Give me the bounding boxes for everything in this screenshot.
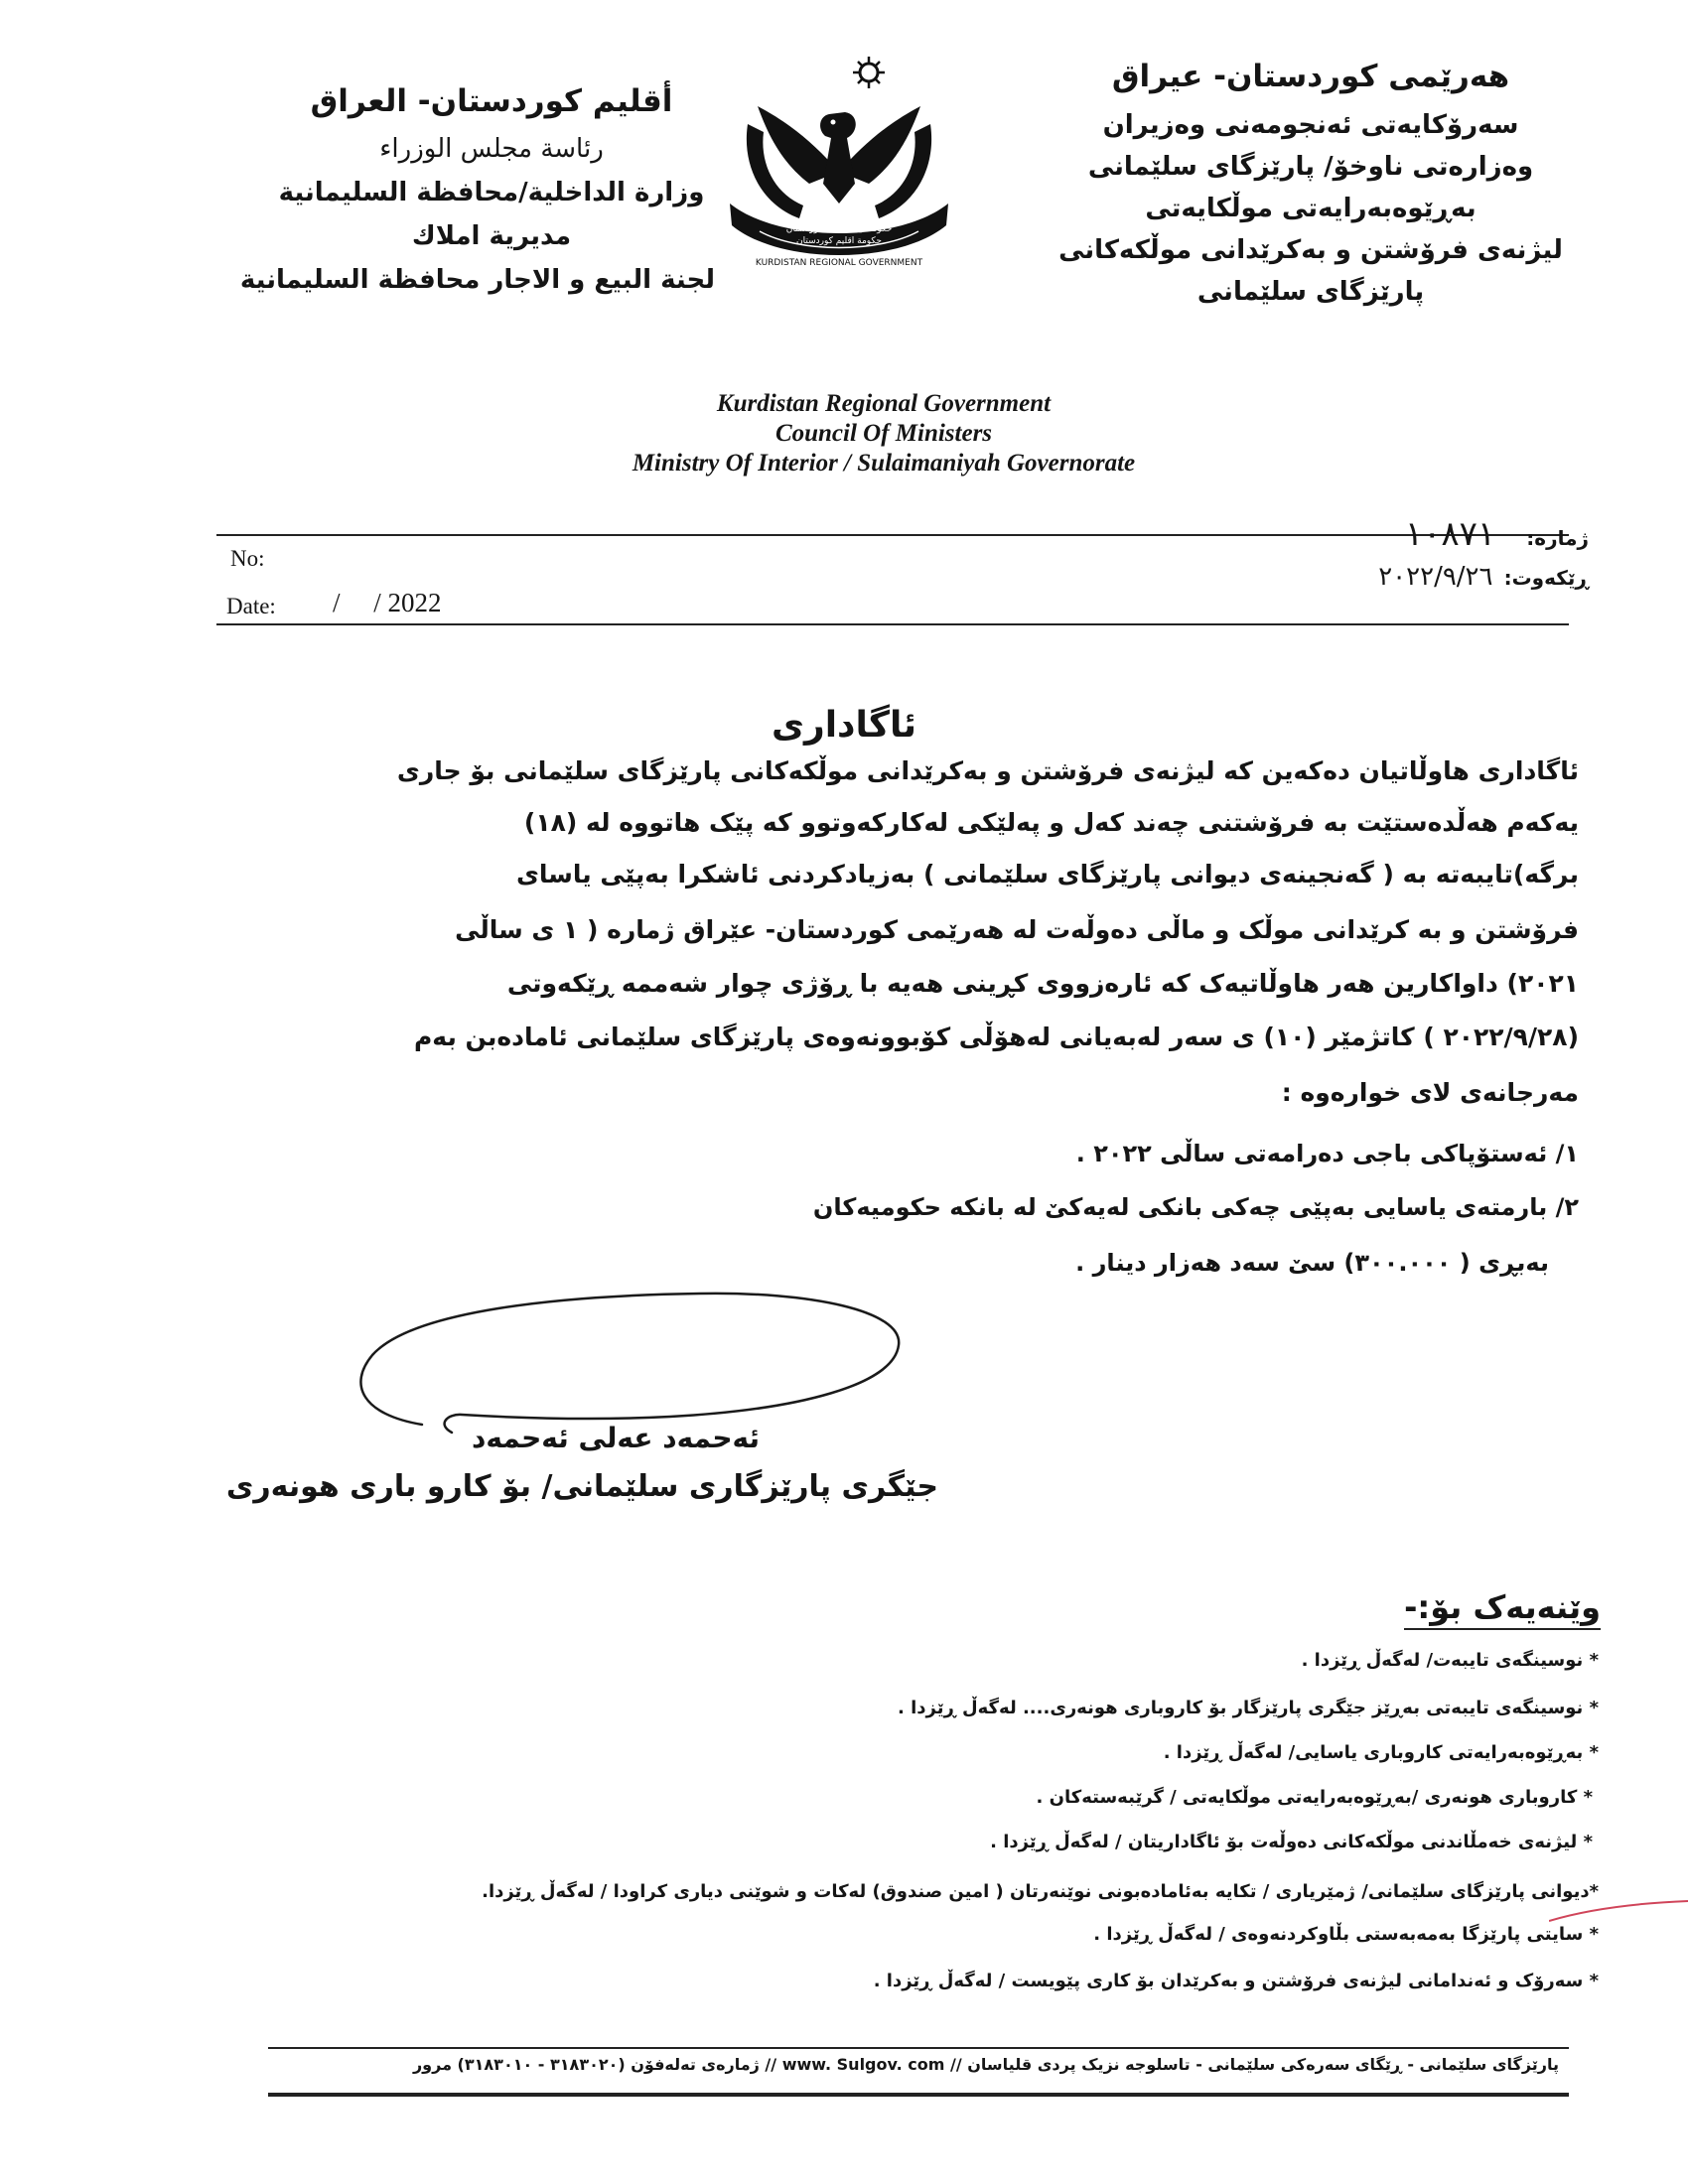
emblem-text-english: KURDISTAN REGIONAL GOVERNMENT (755, 258, 923, 268)
copy-recipient: * سایتی پارێزگا بەمەبەستی بڵاوکردنەوەی / لەگەڵ ڕێزدا . (1093, 1924, 1599, 1945)
kurdish-header-line: بەڕێوەبەرایەتی موڵکایەتی (1145, 194, 1477, 223)
copy-recipient: * سەرۆک و ئەندامانی لیژنەی فرۆشتن و بەکرێدان بۆ کاری پێویست / لەگەڵ ڕێزدا . (873, 1971, 1599, 1991)
red-pen-mark (1549, 1891, 1688, 1931)
notice-line: مەرجانەی لای خوارەوە : (1281, 1078, 1579, 1107)
kurdish-header-line: لیژنەی فرۆشتن و بەکرێدانی موڵکەکانی (1058, 235, 1563, 265)
arabic-header-line: رئاسة مجلس الوزراء (379, 134, 604, 164)
krg-eagle-emblem-icon (720, 55, 958, 278)
english-header (596, 389, 1172, 478)
footer-bottom-rule (268, 2093, 1569, 2097)
copy-recipient: * نوسینگەی تایبەتی بەڕێز جێگری پارێزگار بۆ کاروباری هونەری.... لەگەڵ ڕێزدا . (898, 1698, 1599, 1718)
kurdish-no-label: ژمارە: (1526, 526, 1589, 550)
kurdish-no-field (1405, 514, 1589, 554)
footer-top-rule (268, 2047, 1569, 2049)
kurdish-no-value: ١٠٨٧١ (1404, 514, 1496, 554)
english-no-label: No: (230, 546, 265, 571)
copies-heading: وێنەیەک بۆ:- (1404, 1588, 1601, 1630)
copy-recipient: * بەڕێوەبەرایەتی کاروباری یاسایی/ لەگەڵ ڕێزدا . (1163, 1742, 1599, 1763)
condition-item: ١/ ئەستۆپاکی باجی دەرامەتی ساڵی ٢٠٢٢ . (1075, 1140, 1579, 1167)
notice-line: برگە)تایبەتە بە ( گەنجینەی دیوانی پارێزگای سلێمانی ) بەزیادکردنی ئاشکرا بەپێی یاسای (515, 860, 1579, 888)
arabic-header-line: مديرية املاك (411, 221, 572, 251)
notice-line: فرۆشتن و بە کرێدانی موڵک و ماڵی دەوڵەت لە هەرێمی کوردستان- عێراق ژمارە ( ١ ی ساڵی (455, 915, 1579, 944)
notice-line: ٢٠٢١) داواکارین هەر هاوڵاتیەک کە ئارەزووی کڕینی هەیە با ڕۆژی چوار شەممە ڕێکەوتی (506, 969, 1579, 998)
meta-bottom-rule (216, 623, 1569, 625)
english-date-label: Date: (226, 594, 276, 618)
emblem-text-kurdish: حکومەتی هەرێمی کوردستان (785, 224, 893, 234)
signatory-title: جێگری پارێزگاری سلێمانی/ بۆ کارو باری هونەری (225, 1469, 938, 1504)
kurdish-date-label: ڕێکەوت: (1503, 566, 1589, 590)
kurdish-header (1033, 55, 1589, 313)
kurdish-header-line: پارێزگای سلێمانی (1196, 277, 1425, 307)
notice-line: (٢٠٢٢/٩/٢٨ ) کاتژمێر (١٠) ی سەر لەبەیانی لەهۆڵی کۆبوونەوەی پارێزگای سلێمانی ئامادەبن بەم (413, 1023, 1579, 1051)
notice-title: ئاگاداری (771, 705, 917, 746)
english-date-value: / / 2022 (333, 588, 442, 617)
kurdish-date-value: ٢٠٢٢/٩/٢٦ (1378, 562, 1493, 592)
signatory-name: ئەحمەد عەلی ئەحمەد (471, 1422, 760, 1454)
emblem-text-arabic: حكومة اقليم كوردستان (796, 236, 882, 246)
english-header-line: Ministry Of Interior / Sulaimaniyah Governorate (632, 450, 1136, 477)
kurdish-header-line: سەرۆکایەتی ئەنجومەنی وەزیران (1102, 110, 1519, 140)
copy-recipient: * کاروباری هونەری /بەڕێوەبەرایەتی موڵکایەتی / گرێبەستەکان . (1036, 1787, 1593, 1808)
kurdish-date-field (1378, 562, 1589, 592)
arabic-header-line: لجنة البيع و الاجار محافظة السليمانية (239, 265, 715, 295)
copy-recipient: * لیژنەی خەمڵاندنی موڵکەکانی دەوڵەت بۆ ئاگاداریتان / لەگەڵ ڕێزدا . (990, 1832, 1593, 1852)
arabic-header-line: أقليم كوردستان- العراق (310, 83, 673, 119)
handwritten-signature (343, 1276, 918, 1444)
footer-address: پارێزگای سلێمانی - ڕێگای سەرەکی سلێمانی - تاسلوجە نزیک پردی قلیاسان // www. Sulgov. com // ژمارەی تەلەفۆن (٣١٨٣٠٢٠ - ٣١٨٣٠١٠) مرور (412, 2055, 1559, 2074)
notice-line: یەکەم هەڵدەستێت بە فرۆشتنی چەند کەل و پەلێکی لەکارکەوتوو کە پێک هاتووە لە (١٨) (523, 808, 1579, 837)
english-header-line: Kurdistan Regional Government (716, 390, 1052, 417)
notice-line: ئاگاداری هاوڵاتیان دەکەین کە لیژنەی فرۆشتن و بەکرێدانی موڵکەکانی پارێزگای سلێمانی بۆ جاری (396, 756, 1579, 785)
arabic-header-line: وزارة الداخلية/محافظة السليمانية (278, 178, 705, 207)
kurdish-header-line: وەزارەتی ناوخۆ/ پارێزگای سلێمانی (1087, 152, 1534, 182)
kurdish-header-line: هەرێمی کوردستان- عیراق (1111, 59, 1510, 94)
copy-recipient: * نوسینگەی تایبەت/ لەگەڵ ڕێزدا . (1301, 1650, 1599, 1671)
condition-item: بەبڕی ( ٣٠٠.٠٠٠) سێ سەد هەزار دینار . (1075, 1249, 1549, 1277)
condition-item: ٢/ بارمتەی یاسایی بەپێی چەکی بانکی لەیەکێ لە بانکە حکومیەکان (812, 1193, 1579, 1221)
top-rule (216, 534, 1569, 536)
arabic-header (239, 79, 715, 302)
copy-recipient: *دیوانی پارێزگای سلێمانی/ ژمێریاری / تکایە بەئامادەبونی نوێنەرتان ( امین صندوق) لەکات و شوێنی دیاری کراودا / لەگەڵ ڕێزدا. (482, 1881, 1599, 1902)
english-header-line: Council Of Ministers (774, 420, 993, 447)
